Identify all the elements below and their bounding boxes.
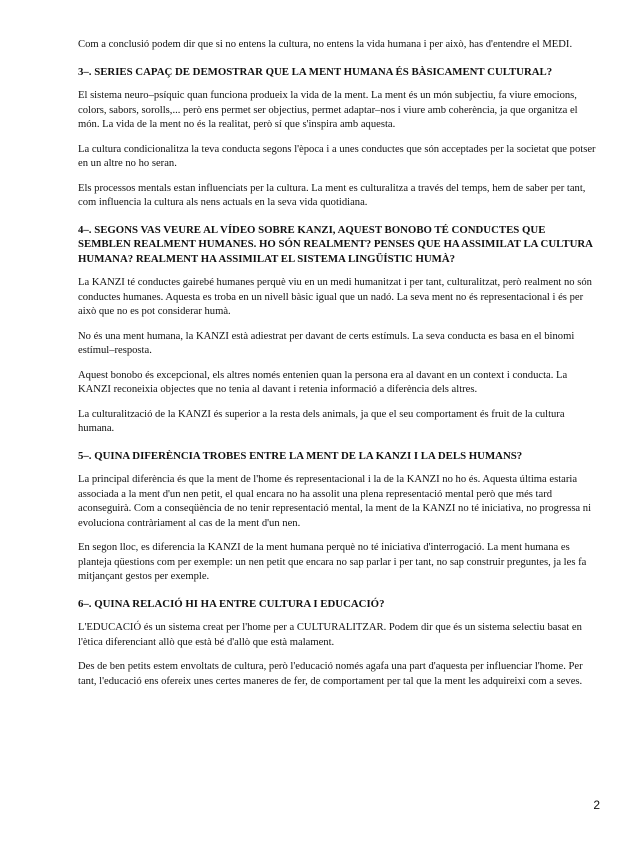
section-6-paragraph: Des de ben petits estem envoltats de cultura, però l'educació només agafa una part d'aquesta per influenciar l'home. Per tant, l'educació ens ofereix unes certes maneres de fer, de comportament per tal que la ment les adquireixi com a seves. <box>78 661 583 687</box>
section-5-heading: 5–. QUINA DIFERÈNCIA TROBES ENTRE LA MENT DE LA KANZI I LA DELS HUMANS? <box>78 449 523 462</box>
section-6-paragraph: L'EDUCACIÓ és un sistema creat per l'home per a CULTURALITZAR. Podem dir que és un sistema selectiu basat en l'ètica diferenciant allò que està bé d'allò que està malament. <box>78 622 582 648</box>
section-4-paragraph: Aquest bonobo és excepcional, els altres només entenien quan la persona era al davant en un context i conducta. La KANZI reconeixia objectes que no tenia al davant i retenia informació a diferència dels altres. <box>78 369 568 395</box>
section-3-paragraph: Els processos mentals estan influenciats per la cultura. La ment es culturalitza a través del temps, hem de saber per tant, com influencia la cultura als nens actuals en la seva vida quotidiana. <box>78 182 586 208</box>
section-3-paragraph: El sistema neuro–psíquic quan funciona produeix la vida de la ment. La ment és un món subjectiu, fa viure emocions, colors, sabors, sorolls,... però ens permet ser objectius, permet adaptar–nos i viure amb coherència, ja que organitza el món. La vida de la ment no és la realitat, però sí que s'inspira amb aquesta. <box>78 90 578 130</box>
page-number: 2 <box>593 798 600 812</box>
section-4-heading: 4–. SEGONS VAS VEURE AL VÍDEO SOBRE KANZI, AQUEST BONOBO TÉ CONDUCTES QUE SEMBLEN REALMENT HUMANES. HO SÓN REALMENT? PENSES QUE HA ASSIMILAT LA CULTURA HUMANA? REALMENT HA ASSIMILAT EL SISTEMA LINGÜÍSTIC HUMÀ? <box>78 223 593 265</box>
intro-paragraph: Com a conclusió podem dir que si no entens la cultura, no entens la vida humana i per això, has d'entendre el MEDI. <box>78 39 573 50</box>
section-5-paragraph: La principal diferència és que la ment de l'home és representacional i la de la KANZI no ho és. Aquesta última estaria associada a la ment d'un nen petit, el qual encara no ha assolit una plena representació mental però que més tard aconseguirà. Com a conseqüència de no tenir representació mental, la ment de la KANZI no té iniciativa, no progressa ni evoluciona contràriament al cas de la ment d'un nen. <box>78 474 592 529</box>
section-4-paragraph: La KANZI té conductes gairebé humanes perquè viu en un medi humanitzat i per tant, culturalitzat, però realment no són conductes humanes. Aquesta es troba en un nivell bàsic igual que un nadó. La seva ment no és representacional i és per això que no es pot considerar humà. <box>78 277 592 317</box>
document-body <box>78 38 596 689</box>
section-5-paragraph: En segon lloc, es diferencia la KANZI de la ment humana perquè no té iniciativa d'interrogació. La ment humana es planteja qüestions com per exemple: un nen petit que encara no sap parlar i per tant, no sap construir preguntes, ja les fa mitjançant gestos per exemple. <box>78 542 587 582</box>
section-4-paragraph: No és una ment humana, la KANZI està adiestrat per davant de certs estímuls. La seva conducta es basa en el binomi estímul–resposta. <box>78 330 575 356</box>
section-3-heading: 3–. SERIES CAPAÇ DE DEMOSTRAR QUE LA MENT HUMANA ÉS BÀSICAMENT CULTURAL? <box>78 65 553 78</box>
section-6-heading: 6–. QUINA RELACIÓ HI HA ENTRE CULTURA I EDUCACIÓ? <box>78 597 385 610</box>
section-4-paragraph: La culturalització de la KANZI és superior a la resta dels animals, ja que el seu comportament és fruit de la cultura humana. <box>78 408 565 434</box>
section-3-paragraph: La cultura condicionalitza la teva conducta segons l'època i a unes conductes que són acceptades per la societat que potser en un altre no ho seran. <box>78 143 596 169</box>
